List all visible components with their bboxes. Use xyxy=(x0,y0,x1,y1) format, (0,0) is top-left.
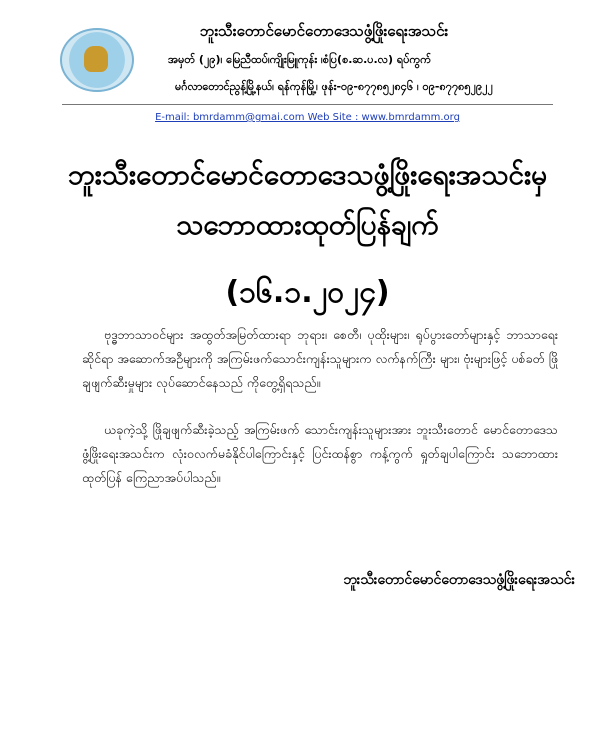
address-line-1: အမှတ် (၂၉)၊ မြေညီထပ်၊ကျိုးမြူကုန်း ၊စံပြ(စ.ဆ.ပ.လ) ရပ်ကွက် xyxy=(168,53,431,66)
logo-emblem-icon xyxy=(84,46,108,72)
address-line-2: မင်္ဂလာတောင်ညွန့်မြို့နယ်၊ ရန်ကုန်မြို့၊ ဖုန်း-၀၉-၈၇၇၈၅၂၈၄၆ ၊ ၀၉-၈၇၇၈၅၂၉၂၂ xyxy=(175,80,494,93)
statement-date: (၁၆.၁.၂၀၂၄) xyxy=(225,275,390,310)
statement-title: ဘူးသီးတောင်မောင်တောဒေသဖွံ့ဖြိုးရေးအသင်းမှ သဘောထားထုတ်ပြန်ချက် xyxy=(67,158,548,241)
signature: ဘူးသီးတောင်မောင်တောဒေသဖွံ့ဖြိုးရေးအသင်း xyxy=(343,572,575,588)
header-divider xyxy=(62,104,553,105)
organization-logo xyxy=(60,28,134,92)
paragraph-1: ဗုဒ္ဓဘာသာဝင်များ အထွတ်အမြတ်ထားရာ ဘုရား၊ စေတီ၊ ပုထိုးများ၊ ရုပ်ပွားတော်များနှင့် ဘာသာရေးဆိုင်ရာ အဆောက်အဦများကို အကြမ်းဖက်သောင်းကျန်းသူများက လက်နက်ကြီး များ၊ ဗုံးများဖြင့် ပစ်ခတ် ဖြိုချဖျက်ဆီးမှုများ လုပ်ဆောင်နေသည် ကိုတွေ့ရှိရသည်။ xyxy=(82,327,558,390)
contact-line[interactable]: E-mail: bmrdamm@gmai.com Web Site : www.bmrdamm.org xyxy=(155,112,460,123)
org-name: ဘူးသီးတောင်မောင်တောဒေသဖွံ့ဖြိုးရေးအသင်း xyxy=(200,22,449,40)
paragraph-2: ယခုကဲ့သို့ ဖြိုချဖျက်ဆီးခဲ့သည့် အကြမ်းဖက် သောင်းကျန်းသူများအား ဘူးသီးတောင် မောင်တောဒေသဖွံ့ဖြိုးရေးအသင်းက လုံးဝလက်မခံနိုင်ပါကြောင်းနှင့် ပြင်းထန်စွာ ကန့်ကွက် ရှုတ်ချပါကြောင်း သဘောထားထုတ်ပြန် ကြေညာအပ်ပါသည်။ xyxy=(82,422,558,485)
